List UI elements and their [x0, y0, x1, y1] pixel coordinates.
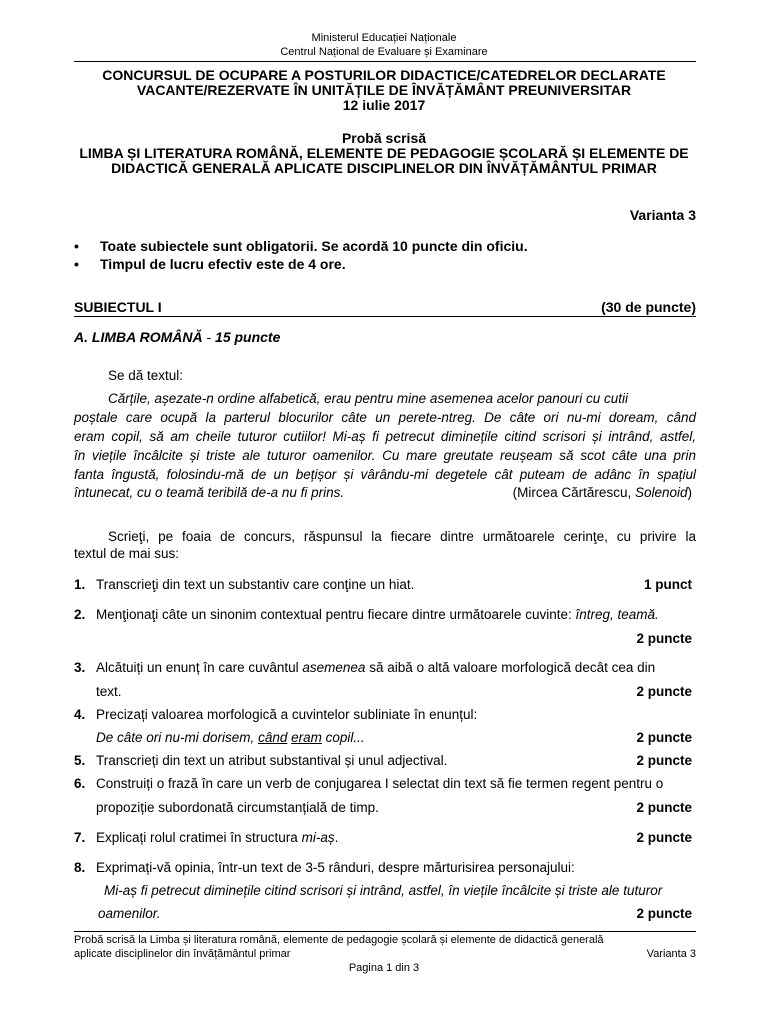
- example-post: copil...: [321, 730, 365, 745]
- section-points: (30 de puncte): [601, 299, 696, 315]
- example-sentence: [96, 730, 365, 745]
- question-points: 2 puncte: [636, 631, 692, 646]
- quote-text: Mi-aș fi petrecut diminețile citind scrisori și intrând, astfel, în viețile încâlcite și triste ale tuturor: [104, 883, 663, 898]
- page-number: Pagina 1 din 3: [348, 962, 420, 974]
- exam-type: Probă scrisă: [341, 130, 427, 146]
- question-text: Menţionaţi câte un sinonim contextual pentru fiecare dintre următoarele cuvinte:: [96, 607, 576, 622]
- question-text: Transcrieţi din text un substantiv care conţine un hiat.: [96, 577, 415, 592]
- question-word: mi-aș: [301, 830, 335, 845]
- question-word: asemenea: [302, 660, 366, 675]
- question-number: 1.: [74, 577, 86, 592]
- question-text-cont: propoziție subordonată circumstanțială de timp.: [96, 800, 379, 815]
- footer-line-2-right: Varianta 3: [646, 948, 696, 960]
- question-points: 2 puncte: [636, 753, 692, 768]
- text-intro: Se dă textul:: [108, 368, 184, 383]
- ministry-name: Ministerul Educației Naționale: [311, 32, 457, 44]
- header-divider: [74, 61, 696, 62]
- quote-text: oamenilor.: [98, 906, 161, 921]
- title-line-1: CONCURSUL DE OCUPARE A POSTURILOR DIDACTICE/CATEDRELOR DECLARATE: [102, 67, 666, 83]
- footer-line-2-left: aplicate disciplinelor din învățământul primar: [74, 948, 291, 960]
- footer-line-1: Probă scrisă la Limba și literatura română, elemente de pedagogie școlară și elemente de didactică generală: [74, 934, 604, 946]
- instruction-line-2: textul de mai sus:: [74, 546, 180, 561]
- passage-line: întunecat, cu o teamă teribilă de-a nu fi prins.: [74, 485, 345, 500]
- center-name: Centrul Național de Evaluare și Examinare: [280, 46, 488, 58]
- question-number: 7.: [74, 830, 86, 845]
- instruction-line-1: Scrieţi, pe foaia de concurs, răspunsul la fiecare dintre următoarele cerinţe, cu privire la: [108, 529, 696, 544]
- source-title: Solenoid: [634, 485, 688, 500]
- question-points: 2 puncte: [636, 684, 692, 699]
- question-text-wrap: [96, 607, 659, 622]
- bullet-icon: •: [74, 256, 79, 272]
- question-number: 2.: [74, 607, 86, 622]
- passage-line: poștale care ocupă la parterul blocurilor câte un perete-ntreg. De câte ori nu-mi doream, când: [74, 410, 696, 425]
- footer-divider: [74, 931, 696, 932]
- question-number: 4.: [74, 707, 86, 722]
- section-title: SUBIECTUL I: [74, 299, 162, 315]
- question-number: 8.: [74, 860, 86, 875]
- question-text: Precizați valoarea morfologică a cuvintelor subliniate în enunțul:: [96, 707, 478, 722]
- title-line-2: VACANTE/REZERVATE ÎN UNITĂȚILE DE ÎNVĂȚĂMÂNT PREUNIVERSITAR: [136, 82, 632, 98]
- question-text: Construiți o frază în care un verb de conjugarea I selectat din text să fie termen regent pentru o: [96, 776, 664, 791]
- subsection-label: A. LIMBA ROMÂNĂ: [74, 329, 203, 345]
- subsection-sep: -: [202, 329, 216, 345]
- question-number: 3.: [74, 660, 86, 675]
- question-text-pre: Alcătuiți un enunț în care cuvântul: [96, 660, 303, 675]
- source-author: (Mircea Cărtărescu,: [512, 485, 635, 500]
- subsection-heading: [74, 329, 280, 345]
- variant-label: Varianta 3: [629, 207, 696, 223]
- bullet-icon: •: [74, 238, 79, 254]
- passage-line: Cărțile, așezate-n ordine alfabetică, erau pentru mine asemenea acelor panouri cu cutii: [108, 391, 629, 406]
- passage-source: [513, 484, 692, 501]
- question-number: 5.: [74, 753, 86, 768]
- underlined-word: eram: [291, 730, 322, 745]
- passage-line: fanta îngustă, folosindu-mă de un bețișor și vârându-mi degetele cât puteam de adânc în spațiul: [74, 467, 696, 482]
- question-text-post: să aibă o altă valoare morfologică decât cea din: [365, 660, 656, 675]
- section-divider: [74, 316, 696, 317]
- passage-line: în viețile încâlcite și triste ale tuturor oamenilor. Cu mare greutate reușeam să scot câte una prin: [74, 448, 696, 463]
- question-text: Exprimați-vă opinia, într-un text de 3-5 rânduri, despre mărturisirea personajului:: [96, 860, 575, 875]
- question-text-post: .: [334, 830, 339, 845]
- question-points: 2 puncte: [636, 730, 692, 745]
- question-number: 6.: [74, 776, 86, 791]
- bullet-text: Toate subiectele sunt obligatorii. Se acordă 10 puncte din oficiu.: [100, 238, 528, 254]
- example-pre: De câte ori nu-mi dorisem,: [96, 730, 259, 745]
- question-text-pre: Explicați rolul cratimei în structura: [96, 830, 302, 845]
- subject-line-1: LIMBA ȘI LITERATURA ROMÂNĂ, ELEMENTE DE PEDAGOGIE ȘCOLARĂ ȘI ELEMENTE DE: [79, 145, 689, 161]
- underlined-word: când: [258, 730, 288, 745]
- subject-line-2: DIDACTICĂ GENERALĂ APLICATE DISCIPLINELOR DIN ÎNVĂȚĂMÂNTUL PRIMAR: [111, 160, 657, 176]
- question-words: întreg, teamă.: [575, 607, 659, 622]
- question-text-wrap: [96, 830, 338, 845]
- bullet-text: Timpul de lucru efectiv este de 4 ore.: [100, 256, 346, 272]
- question-points: 1 punct: [643, 577, 692, 592]
- question-points: 2 puncte: [636, 800, 692, 815]
- subsection-points: 15 puncte: [215, 329, 281, 345]
- question-points: 2 puncte: [636, 906, 692, 921]
- source-end: ): [687, 485, 692, 500]
- question-text-cont: text.: [96, 684, 122, 699]
- exam-date: 12 iulie 2017: [342, 97, 426, 113]
- question-points: 2 puncte: [636, 830, 692, 845]
- passage-line: eram copil, să am cheile tuturor cutiilor! Mi-aș fi petrecut diminețile citind scrisori și intrând, astfel,: [74, 429, 696, 444]
- question-text: Transcrieți din text un atribut substantival și unul adjectival.: [96, 753, 448, 768]
- question-text-wrap: [96, 660, 655, 675]
